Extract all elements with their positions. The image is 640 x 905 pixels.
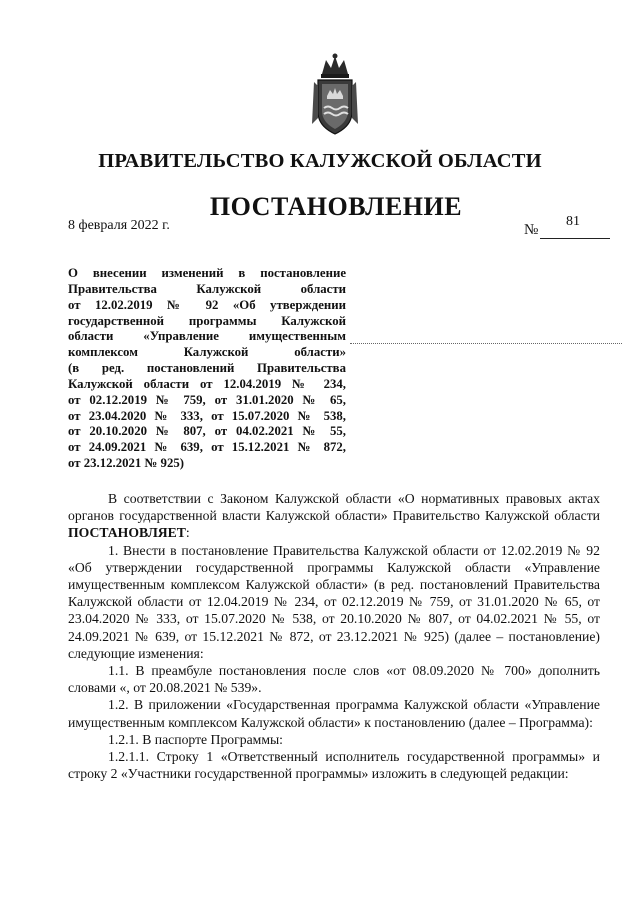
paragraph-1-2: 1.2. В приложении «Государственная программа Калужской области «Управление имущественным комплексом Калужской области» к постановлению (далее – Программа):: [68, 697, 600, 730]
subject-line: от 12.02.2019 № 92 «Об утверждении: [68, 297, 346, 312]
subject-line: области «Управление имущественным: [68, 329, 346, 344]
number-label: №: [524, 222, 539, 238]
number-underline: [540, 238, 610, 239]
subject-line: от 24.09.2021 № 639, от 15.12.2021 № 872,: [68, 440, 346, 455]
document-number: 81: [566, 214, 580, 229]
document-type: ПОСТАНОВЛЕНИЕ: [209, 192, 463, 221]
decree-word: ПОСТАНОВЛЯЕТ: [68, 525, 186, 541]
paragraph-1: 1. Внести в постановление Правительства Калужской области от 12.02.2019 № 92 «Об утверждении государственной программы Калужской области «Управление имущественным комплексом Калужской области» (в ред. постановлений Правительства Калужской области от 12.04.2019 № 234, от 02.12.2019 № 759, от 31.01.2020 № 65, от 23.04.2020 № 333, от 15.07.2020 № 538, от 20.10.2020 № 807, от 04.02.2021 № 55, от 24.09.2021 № 639, от 15.12.2021 № 872, от 23.12.2021 № 925) (далее – постановление) следующие изменения:: [68, 542, 600, 661]
subject-line: от 23.12.2021 № 925): [68, 456, 185, 471]
paragraph-1-2-1-1: 1.2.1.1. Строку 1 «Ответственный исполнитель государственной программы» и строку 2 «Участники государственной программы» изложить в следующей редакции:: [68, 749, 600, 782]
dotted-rule: [350, 343, 622, 344]
subject-line: Правительства Калужской области: [68, 281, 346, 296]
government-title: ПРАВИТЕЛЬСТВО КАЛУЖСКОЙ ОБЛАСТИ: [98, 150, 542, 172]
coat-of-arms-icon: [302, 52, 368, 140]
document-subject: [68, 266, 346, 472]
subject-line: О внесении изменений в постановление: [68, 266, 346, 280]
subject-line: от 23.04.2020 № 333, от 15.07.2020 № 538,: [68, 408, 346, 423]
paragraph-1-2-1: 1.2.1. В паспорте Программы:: [108, 731, 283, 747]
subject-line: комплексом Калужской области»: [68, 345, 346, 360]
subject-line: от 02.12.2019 № 759, от 31.01.2020 № 65,: [68, 392, 346, 407]
subject-line: от 20.10.2020 № 807, от 04.02.2021 № 55,: [68, 424, 346, 439]
subject-line: государственной программы Калужской: [68, 313, 346, 328]
preamble-paragraph: В соответствии с Законом Калужской области «О нормативных правовых актах органов государственной власти Калужской области» Правительство Калужской области ПОСТАНОВЛЯЕТ:: [68, 491, 600, 541]
subject-line: Калужской области от 12.04.2019 № 234,: [68, 376, 346, 391]
document-date: 8 февраля 2022 г.: [68, 218, 170, 233]
document-body: [68, 490, 600, 782]
paragraph-1-1: 1.1. В преамбуле постановления после слов «от 08.09.2020 № 700» дополнить словами «, от 20.08.2021 № 539».: [68, 663, 600, 696]
subject-line: (в ред. постановлений Правительства: [68, 361, 346, 376]
